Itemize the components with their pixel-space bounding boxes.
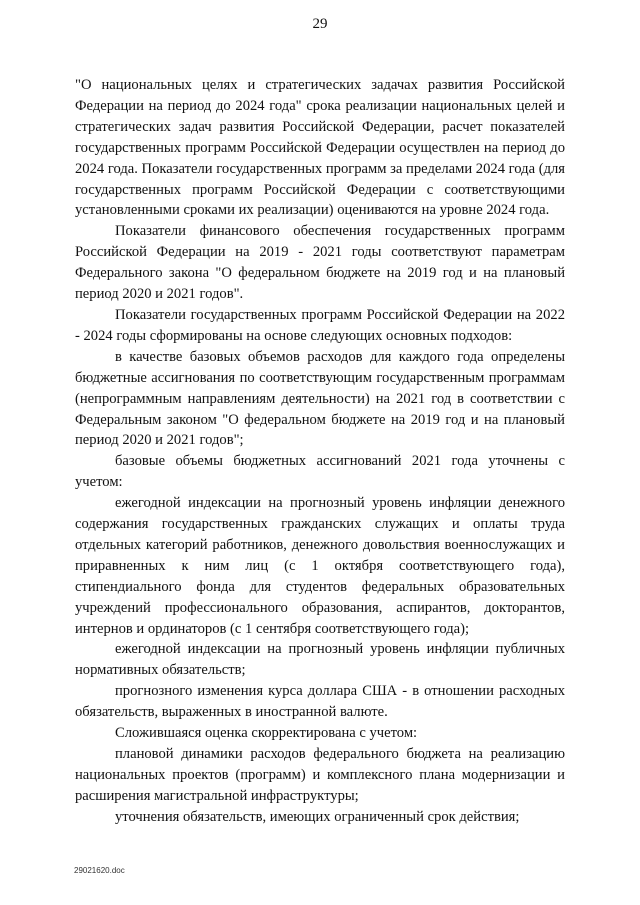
paragraph: ежегодной индексации на прогнозный уровень инфляции публичных нормативных обязательств; [75, 641, 565, 679]
footer-filename: 29021620.doc [74, 866, 125, 875]
paragraph: в качестве базовых объемов расходов для каждого года определены бюджетные ассигнования по соответствующим государственным программам (непрограммным направлениям деятельности) на 2021 год в соответствии с Федеральным законом "О федеральном бюджете на 2019 год и на плановый период 2020 и 2021 годов"; [75, 348, 565, 449]
paragraph: "О национальных целях и стратегических задачах развития Российской Федерации на период до 2024 года" срока реализации национальных целей и стратегических задач развития Российской Федерации, расчет показателей государственных программ Российской Федерации осуществлен на период до 2024 года. Показатели государственных программ за пределами 2024 года (для государственных программ Российской Федерации с соответствующими установленными сроками их реализации) оцениваются на уровне 2024 года. [75, 77, 565, 219]
paragraph: прогнозного изменения курса доллара США - в отношении расходных обязательств, выраженных в иностранной валюте. [75, 683, 565, 721]
paragraph: Показатели государственных программ Российской Федерации на 2022 - 2024 годы сформированы на основе следующих основных подходов: [75, 306, 565, 344]
document-body [75, 75, 565, 828]
paragraph: плановой динамики расходов федерального бюджета на реализацию национальных проектов (программ) и комплексного плана модернизации и расширения магистральной инфраструктуры; [75, 746, 565, 804]
paragraph: Показатели финансового обеспечения государственных программ Российской Федерации на 2019 - 2021 годы соответствуют параметрам Федерального закона "О федеральном бюджете на 2019 год и на плановый период 2020 и 2021 годов". [75, 223, 565, 303]
paragraph: базовые объемы бюджетных ассигнований 2021 года уточнены с учетом: [75, 453, 565, 491]
page-number: 29 [312, 16, 328, 32]
paragraph: ежегодной индексации на прогнозный уровень инфляции денежного содержания государственных гражданских служащих и оплаты труда отдельных категорий работников, денежного довольствия военнослужащих и приравненных к ним лиц (с 1 октября соответствующего года), стипендиального фонда для студентов федеральных образовательных учреждений профессионального образования, аспирантов, докторантов, интернов и ординаторов (с 1 сентября соответствующего года); [75, 495, 565, 637]
paragraph: Сложившаяся оценка скорректирована с учетом: [115, 725, 418, 742]
paragraph: уточнения обязательств, имеющих ограниченный срок действия; [115, 808, 520, 825]
